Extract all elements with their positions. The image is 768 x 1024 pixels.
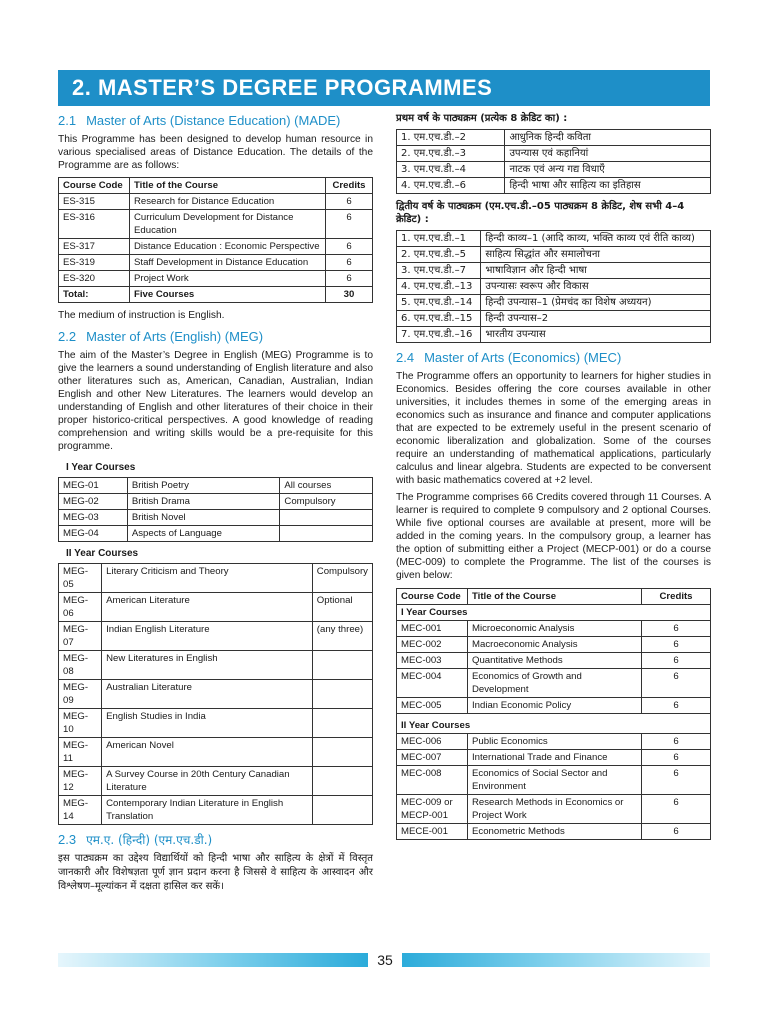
table-cell — [280, 510, 373, 526]
meg-year2-table — [58, 563, 373, 825]
page-number: 35 — [368, 950, 402, 970]
table-cell: 3. एम.एच.डी.–7 — [397, 263, 481, 279]
table-row — [59, 796, 373, 825]
table-cell: ES-319 — [59, 255, 130, 271]
table-cell: Microeconomic Analysis — [468, 621, 642, 637]
made-table — [58, 177, 373, 303]
table-cell: साहित्य सिद्धांत और समालोचना — [481, 247, 711, 263]
table-cell: हिन्दी भाषा और साहित्य का इतिहास — [505, 178, 711, 194]
table-row — [59, 239, 373, 255]
table-cell: MEC-004 — [397, 669, 468, 698]
table-row — [397, 247, 711, 263]
table-row — [59, 478, 373, 494]
table-cell: Indian English Literature — [102, 622, 313, 651]
table-row — [59, 494, 373, 510]
table-cell — [312, 767, 372, 796]
table-cell: Curriculum Development for Distance Education — [130, 210, 326, 239]
table-row — [397, 146, 711, 162]
table-cell: Economics of Social Sector and Environment — [468, 766, 642, 795]
table-cell: 6. एम.एच.डी.–15 — [397, 311, 481, 327]
table-cell: उपन्यासः स्वरूप और विकास — [481, 279, 711, 295]
table-cell: British Novel — [127, 510, 280, 526]
table-cell: 6 — [326, 239, 373, 255]
table-cell: 6 — [642, 795, 711, 824]
table-cell: Indian Economic Policy — [468, 698, 642, 714]
made-total-row: Total: Five Courses 30 — [59, 287, 373, 303]
table-cell: उपन्यास एवं कहानियां — [505, 146, 711, 162]
table-row — [59, 709, 373, 738]
table-cell — [280, 526, 373, 542]
table-cell: Research Methods in Economics or Project Work — [468, 795, 642, 824]
table-cell — [312, 680, 372, 709]
table-row — [397, 162, 711, 178]
table-cell: 7. एम.एच.डी.–16 — [397, 327, 481, 343]
table-cell: Australian Literature — [102, 680, 313, 709]
table-cell — [312, 709, 372, 738]
table-cell: ES-315 — [59, 194, 130, 210]
table-row — [397, 311, 711, 327]
table-row — [397, 279, 711, 295]
table-cell: Public Economics — [468, 734, 642, 750]
table-cell: नाटक एवं अन्य गद्य विधाएँ — [505, 162, 711, 178]
table-cell — [312, 796, 372, 825]
mec-year2-label: II Year Courses — [397, 714, 711, 734]
table-cell: MEC-007 — [397, 750, 468, 766]
table-cell: Contemporary Indian Literature in English Translation — [102, 796, 313, 825]
table-cell: MEC-006 — [397, 734, 468, 750]
meg-year1-table — [58, 477, 373, 542]
table-cell: 6 — [642, 824, 711, 840]
mec-intro-2: The Programme comprises 66 Credits covered through 11 Courses. A learner is required to complete 9 compulsory and 2 optional Courses. While five optional courses are available at present, more will be added in the coming years. In the compulsory group, a learner has the option of submitting either a Project (MECP-001) or do a course (MEC-009) to complete the Programme. The list of the courses is given below: — [396, 492, 711, 581]
table-cell: Distance Education : Economic Perspective — [130, 239, 326, 255]
table-cell: American Novel — [102, 738, 313, 767]
table-row — [59, 564, 373, 593]
made-title: 2.1 Master of Arts (Distance Education) (MADE) — [58, 113, 341, 128]
table-cell: British Poetry — [127, 478, 280, 494]
meg-year2-label: II Year Courses — [66, 548, 139, 559]
table-cell: Aspects of Language — [127, 526, 280, 542]
table-row — [397, 231, 711, 247]
table-cell: 3. एम.एच.डी.–4 — [397, 162, 505, 178]
table-row — [397, 637, 711, 653]
mhd-title: 2.3 एम.ए. (हिन्दी) (एम.एच.डी.) — [58, 832, 213, 847]
table-cell: Research for Distance Education — [130, 194, 326, 210]
table-row — [59, 593, 373, 622]
table-row — [59, 271, 373, 287]
table-header-row: Course Code Title of the Course Credits — [397, 589, 711, 605]
table-cell: Literary Criticism and Theory — [102, 564, 313, 593]
table-cell: 6 — [642, 698, 711, 714]
table-cell: 6 — [326, 255, 373, 271]
table-cell: American Literature — [102, 593, 313, 622]
table-row — [397, 327, 711, 343]
table-row — [59, 738, 373, 767]
table-cell: 6 — [642, 669, 711, 698]
table-row — [397, 669, 711, 698]
table-row — [59, 210, 373, 239]
table-cell: 6 — [642, 766, 711, 795]
table-cell: British Drama — [127, 494, 280, 510]
meg-year1-label: I Year Courses — [66, 462, 136, 473]
table-cell: Compulsory — [280, 494, 373, 510]
table-row — [397, 621, 711, 637]
table-cell: Economics of Growth and Development — [468, 669, 642, 698]
mec-title: 2.4 Master of Arts (Economics) (MEC) — [396, 350, 622, 365]
table-row — [59, 255, 373, 271]
left-column — [58, 112, 373, 894]
table-cell: 6 — [642, 653, 711, 669]
table-cell: New Literatures in English — [102, 651, 313, 680]
table-row — [397, 824, 711, 840]
mhd-year1-table — [396, 129, 711, 194]
table-cell: ES-316 — [59, 210, 130, 239]
table-cell: Econometric Methods — [468, 824, 642, 840]
table-cell: हिन्दी उपन्यास–2 — [481, 311, 711, 327]
right-column — [396, 112, 711, 840]
table-cell: Staff Development in Distance Education — [130, 255, 326, 271]
table-cell: MEG-07 — [59, 622, 102, 651]
mec-year1-label: I Year Courses — [397, 605, 711, 621]
table-cell: 6 — [326, 271, 373, 287]
table-cell: 5. एम.एच.डी.–14 — [397, 295, 481, 311]
table-cell: 4. एम.एच.डी.–6 — [397, 178, 505, 194]
table-cell: MEG-11 — [59, 738, 102, 767]
table-cell: हिन्दी काव्य–1 (आदि काव्य, भक्ति काव्य एवं रीति काव्य) — [481, 231, 711, 247]
table-cell: English Studies in India — [102, 709, 313, 738]
table-cell: MEG-08 — [59, 651, 102, 680]
table-cell: MEC-009 or MECP-001 — [397, 795, 468, 824]
table-cell: 2. एम.एच.डी.–5 — [397, 247, 481, 263]
meg-intro: The aim of the Master’s Degree in English (MEG) Programme is to give the learners a sound understanding of English literature and also other literatures such as, American, Canadian, Australian, Indian English and other New Literatures. The learners would develop an understanding of English and other literatures of their choice in their proper historico-critical perspectives. A good knowledge of reading comprehension and writing skills would be a pre-requisite for this programme. — [58, 350, 373, 452]
table-row — [59, 510, 373, 526]
table-cell: 6 — [642, 734, 711, 750]
table-cell: भाषाविज्ञान और हिन्दी भाषा — [481, 263, 711, 279]
table-cell: MEG-12 — [59, 767, 102, 796]
made-medium: The medium of instruction is English. — [58, 310, 225, 321]
table-row — [59, 622, 373, 651]
table-cell: ES-320 — [59, 271, 130, 287]
mec-intro-1: The Programme offers an opportunity to learners for higher studies in Economics. Besides offering the core courses available in other universities, it includes themes in some of the emerging areas in economics such as insurance and finance and computer applications that are expected to be extremely useful in the present scenario of economic liberalization and globalization. Some of the courses require an understanding of mathematical applications, particularly calculus and linear algebra. Students are expected to be conversent with basic mathematics covered at +2 level. — [396, 371, 711, 486]
table-cell: MEG-01 — [59, 478, 128, 494]
table-row — [397, 263, 711, 279]
table-cell: 1. एम.एच.डी.–2 — [397, 130, 505, 146]
table-row — [59, 651, 373, 680]
mhd-year2-table — [396, 230, 711, 343]
table-cell: International Trade and Finance — [468, 750, 642, 766]
table-row — [59, 526, 373, 542]
table-row — [59, 194, 373, 210]
table-cell: All courses — [280, 478, 373, 494]
table-cell: MEC-008 — [397, 766, 468, 795]
table-cell: 6 — [642, 621, 711, 637]
table-cell: MEC-002 — [397, 637, 468, 653]
table-cell: हिन्दी उपन्यास–1 (प्रेमचंद का विशेष अध्ययन) — [481, 295, 711, 311]
table-cell: भारतीय उपन्यास — [481, 327, 711, 343]
mhd-year2-label: द्वितीय वर्ष के पाठ्यक्रम (एम.एच.डी.–05 पाठ्यक्रम 8 क्रेडिट, शेष सभी 4–4 क्रेडिट) : — [396, 201, 685, 225]
table-row — [397, 178, 711, 194]
table-cell: 2. एम.एच.डी.–3 — [397, 146, 505, 162]
table-cell: 6 — [642, 750, 711, 766]
table-cell: ES-317 — [59, 239, 130, 255]
table-row — [59, 767, 373, 796]
table-row — [397, 295, 711, 311]
table-row — [397, 766, 711, 795]
meg-title: 2.2 Master of Arts (English) (MEG) — [58, 329, 264, 344]
table-header-row: Course Code Title of the Course Credits — [59, 178, 373, 194]
table-row — [397, 734, 711, 750]
table-cell: 1. एम.एच.डी.–1 — [397, 231, 481, 247]
table-cell: MEG-04 — [59, 526, 128, 542]
table-cell: MEG-09 — [59, 680, 102, 709]
table-cell: MEG-03 — [59, 510, 128, 526]
table-cell — [312, 651, 372, 680]
table-cell: MEC-001 — [397, 621, 468, 637]
mhd-intro: इस पाठ्यक्रम का उद्देश्य विद्यार्थियों को हिन्दी भाषा और साहित्य के क्षेत्रों में विस्तृत जानकारी और विशेषज्ञता पूर्ण ज्ञान प्रदान करना है जिससे वे साहित्य के आस्वादन और विश्लेषण–मूल्यांकन में दक्षता हासिल कर सकें। — [58, 853, 373, 892]
table-cell: Quantitative Methods — [468, 653, 642, 669]
table-cell: MEC-003 — [397, 653, 468, 669]
table-row — [397, 750, 711, 766]
table-cell: (any three) — [312, 622, 372, 651]
table-cell: MEG-14 — [59, 796, 102, 825]
table-row — [397, 130, 711, 146]
table-cell: MEC-005 — [397, 698, 468, 714]
table-cell: A Survey Course in 20th Century Canadian Literature — [102, 767, 313, 796]
table-cell: MEG-06 — [59, 593, 102, 622]
table-row — [397, 698, 711, 714]
table-cell: MEG-10 — [59, 709, 102, 738]
table-cell: Compulsory — [312, 564, 372, 593]
table-cell: MEG-02 — [59, 494, 128, 510]
table-cell: MEG-05 — [59, 564, 102, 593]
table-cell: Macroeconomic Analysis — [468, 637, 642, 653]
table-cell: MECE-001 — [397, 824, 468, 840]
mhd-year1-label: प्रथम वर्ष के पाठ्यक्रम (प्रत्येक 8 क्रेडिट का) : — [396, 113, 568, 124]
page-heading: 2. MASTER’S DEGREE PROGRAMMES — [58, 70, 710, 106]
table-row — [59, 680, 373, 709]
table-cell: Optional — [312, 593, 372, 622]
table-cell — [312, 738, 372, 767]
table-cell: 6 — [642, 637, 711, 653]
mec-table — [396, 588, 711, 840]
table-cell: 4. एम.एच.डी.–13 — [397, 279, 481, 295]
made-intro: This Programme has been designed to develop human resource in various specialised areas of Distance Education. The details of the Programme are as follows: — [58, 134, 373, 171]
table-row — [397, 795, 711, 824]
table-cell: आधुनिक हिन्दी कविता — [505, 130, 711, 146]
table-cell: Project Work — [130, 271, 326, 287]
table-cell: 6 — [326, 210, 373, 239]
table-cell: 6 — [326, 194, 373, 210]
table-row — [397, 653, 711, 669]
